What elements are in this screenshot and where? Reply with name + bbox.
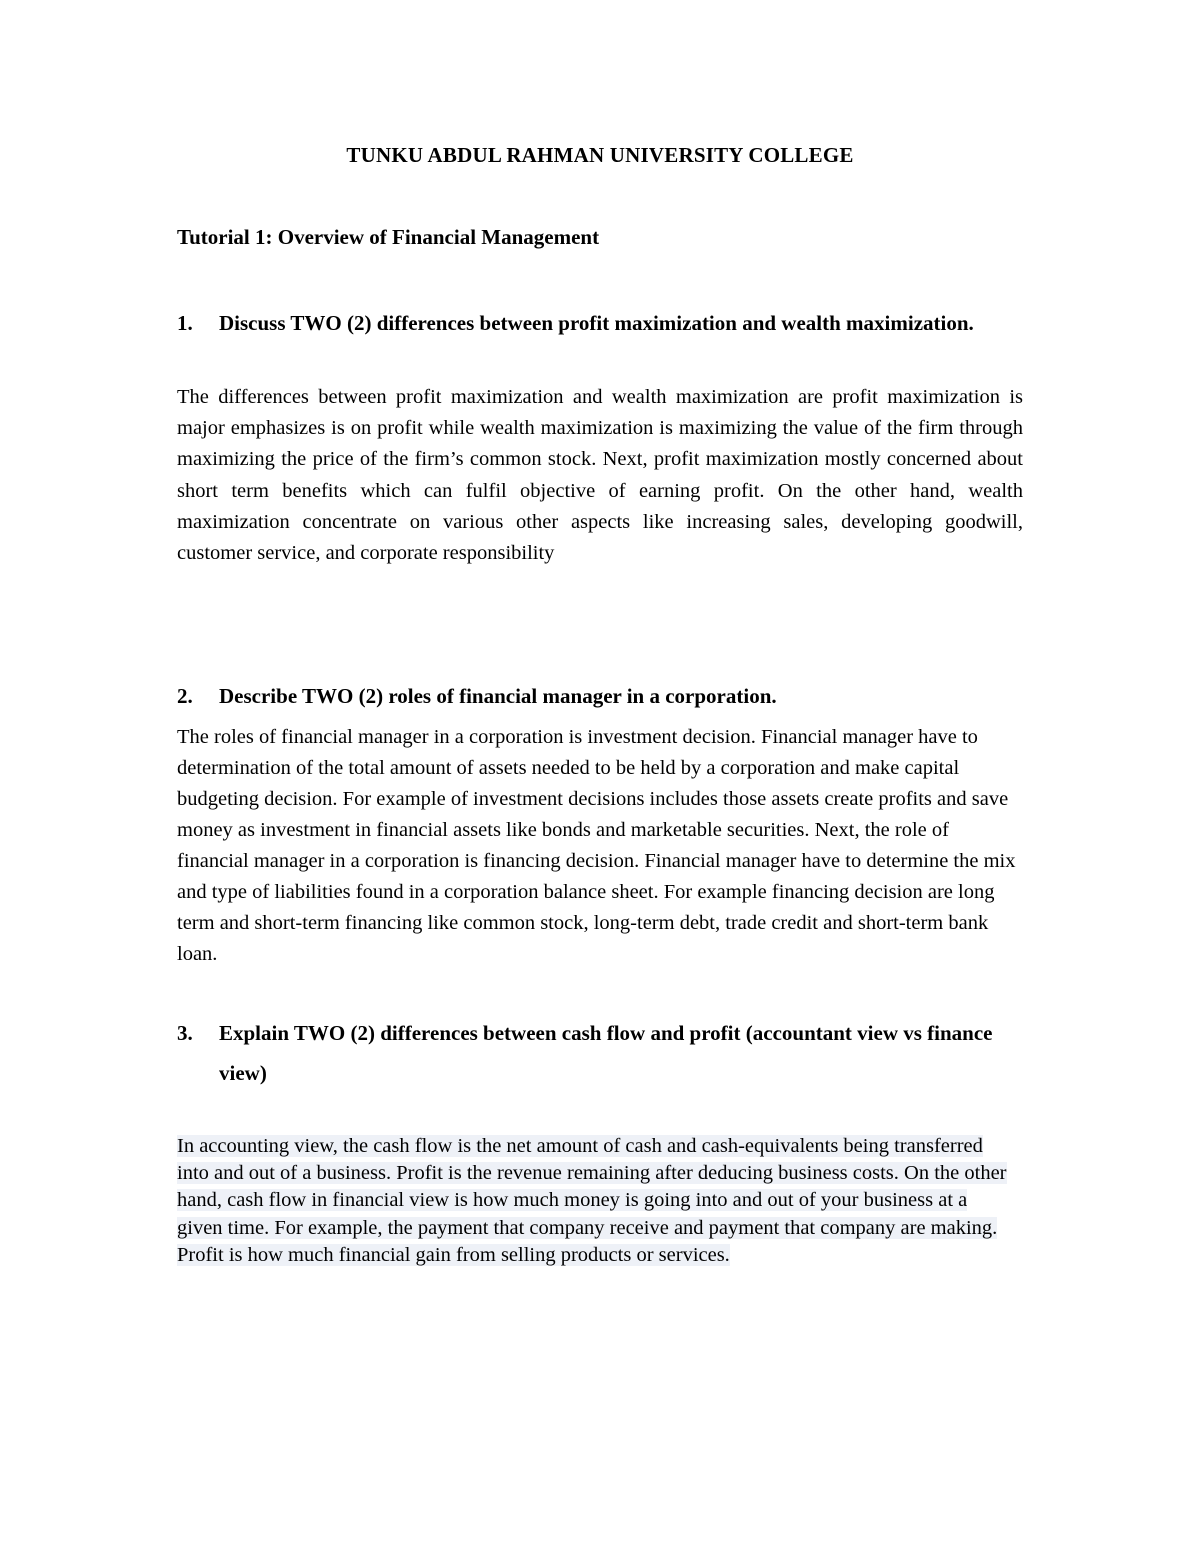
question-3-number: 3. — [177, 1021, 193, 1045]
question-3 — [177, 1013, 1023, 1093]
institution-title: TUNKU ABDUL RAHMAN UNIVERSITY COLLEGE — [346, 143, 854, 167]
question-1-number: 1. — [177, 311, 193, 335]
answer-1: The differences between profit maximization and wealth maximization are profit maximization is major emphasizes is on profit while wealth maximization is maximizing the value of the firm through maximizing the price of the firm’s common stock. Next, profit maximization mostly concerned about short term benefits which can fulfil objective of earning profit. On the other hand, wealth maximization concentrate on various other aspects like increasing sales, developing goodwill, customer service, and corporate responsibility — [177, 386, 1023, 565]
question-2-text: Describe TWO (2) roles of financial manager in a corporation. — [219, 684, 777, 708]
answer-2: The roles of financial manager in a corporation is investment decision. Financial manager have to determination of the total amount of assets needed to be held by a corporation and make capital budgeting decision. For example of investment decisions includes those assets create profits and save money as investment in financial assets like bonds and marketable securities. Next, the role of financial manager in a corporation is financing decision. Financial manager have to determine the mix and type of liabilities found in a corporation balance sheet. For example financing decision are long term and short-term financing like common stock, long-term debt, trade credit and short-term bank loan. — [177, 726, 1016, 965]
question-1-text: Discuss TWO (2) differences between profit maximization and wealth maximization. — [219, 311, 974, 335]
question-2 — [177, 682, 1023, 710]
question-1 — [177, 303, 1023, 343]
tutorial-title: Tutorial 1: Overview of Financial Management — [177, 225, 600, 249]
answer-3-text: In accounting view, the cash flow is the net amount of cash and cash-equivalents being transferred into and out of a business. Profit is the revenue remaining after deducing business costs. On the other hand, cash flow in financial view is how much money is going into and out of your business at a given time. For example, the payment that company receive and payment that company are making. Profit is how much financial gain from selling products or services. — [177, 1135, 1007, 1266]
answer-3 — [177, 1133, 1007, 1269]
question-3-text: Explain TWO (2) differences between cash flow and profit (accountant view vs finance view) — [219, 1021, 993, 1085]
question-2-number: 2. — [177, 684, 193, 708]
